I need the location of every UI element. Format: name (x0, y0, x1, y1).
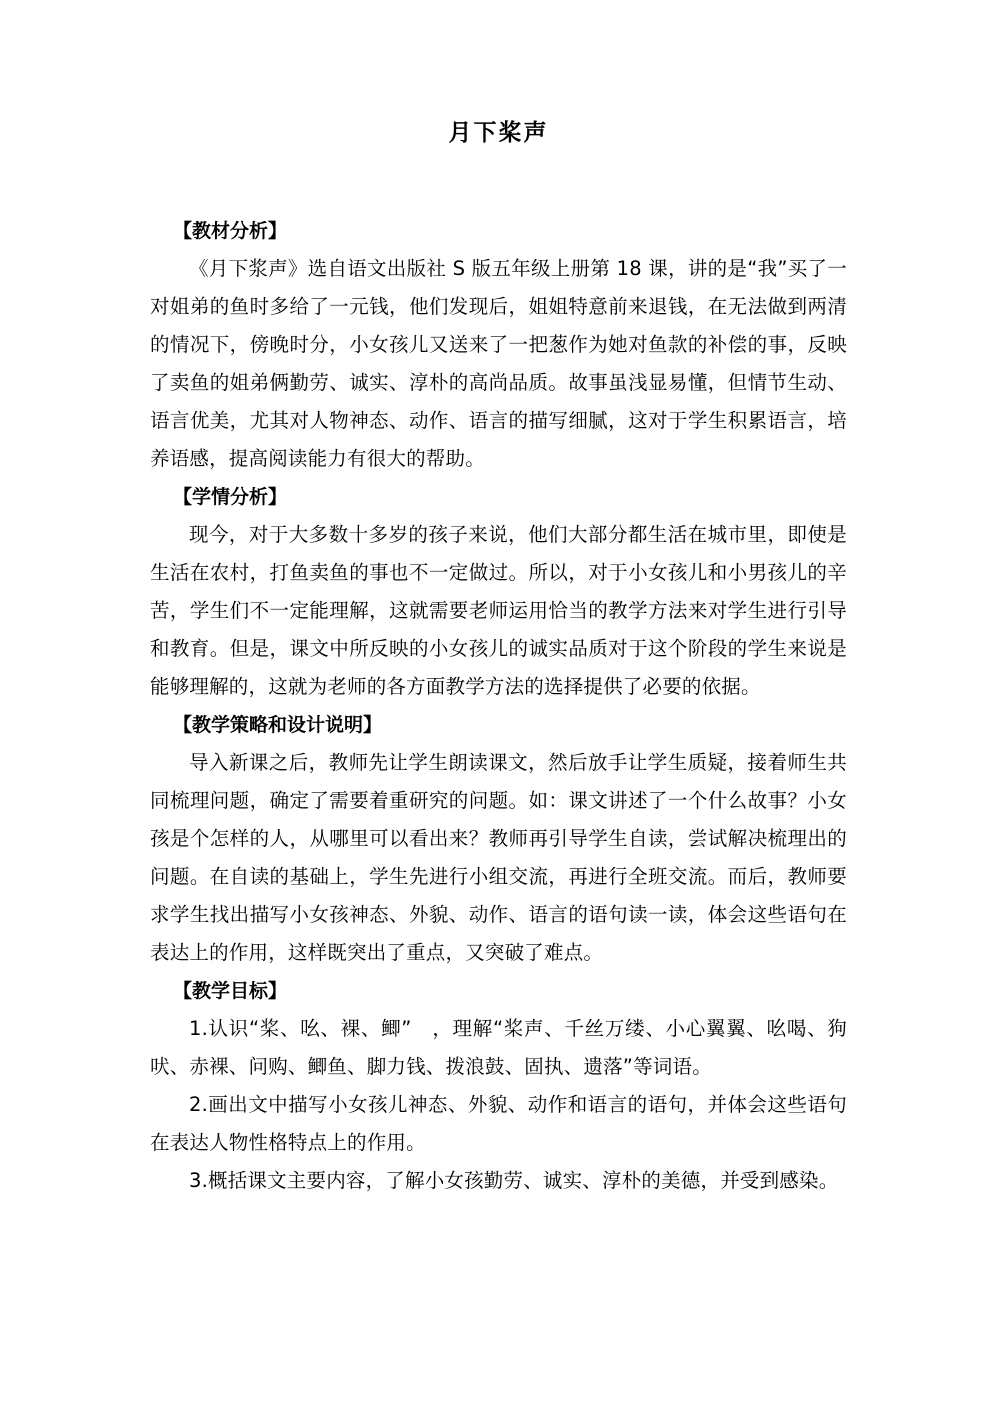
section-heading: 【教学策略和设计说明】 (173, 714, 383, 736)
title-spacer (150, 150, 847, 212)
page-title: 月下桨声 (448, 119, 549, 146)
section-teaching-objectives (150, 972, 847, 1200)
paragraph: 《月下浆声》选自语文出版社 S 版五年级上册第 18 课，讲的是“我”买了一对姐弟的鱼时多给了一元钱，他们发现后，姐姐特意前来退钱，在无法做到两清的情况下，傍晚时分，小女孩儿又送来了一把葱作为她对鱼款的补偿的事，反映了卖鱼的姐弟俩勤劳、诚实、淳朴的高尚品质。故事虽浅显易懂，但情节生动、语言优美，尤其对人物神态、动作、语言的描写细腻，这对于学生积累语言，培养语感，提高阅读能力有很大的帮助。 (150, 257, 847, 470)
section-teaching-strategy-and-design (150, 706, 847, 972)
section-heading: 【学情分析】 (173, 486, 288, 508)
paragraph: 2.画出文中描写小女孩儿神态、外貌、动作和语言的语句，并体会这些语句在表达人物性格特点上的作用。 (150, 1093, 847, 1154)
paragraph: 3.概括课文主要内容，了解小女孩勤劳、诚实、淳朴的美德，并受到感染。 (189, 1169, 839, 1192)
section-heading: 【教学目标】 (173, 980, 288, 1002)
section-heading: 【教材分析】 (173, 220, 288, 242)
document-body (150, 0, 847, 1200)
paragraph: 现今，对于大多数十多岁的孩子来说，他们大部分都生活在城市里，即使是生活在农村，打鱼卖鱼的事也不一定做过。所以，对于小女孩儿和小男孩儿的辛苦，学生们不一定能理解，这就需要老师运用恰当的教学方法来对学生进行引导和教育。但是，课文中所反映的小女孩儿的诚实品质对于这个阶段的学生来说是能够理解的，这就为老师的各方面教学方法的选择提供了必要的依据。 (150, 523, 847, 698)
paragraph: 1.认识“桨、吆、裸、鲫” ，理解“桨声、千丝万缕、小心翼翼、吆喝、狗 吠、赤裸、问购、鲫鱼、脚力钱、拨浪鼓、固执、遗落”等词语。 (150, 1017, 847, 1078)
paragraph: 导入新课之后，教师先让学生朗读课文，然后放手让学生质疑，接着师生共同梳理问题，确定了需要着重研究的问题。如：课文讲述了一个什么故事？小女孩是个怎样的人，从哪里可以看出来？教师再引导学生自读，尝试解决梳理出的问题。在自读的基础上，学生先进行小组交流，再进行全班交流。而后，教师要求学生找出描写小女孩神态、外貌、动作、语言的语句读一读，体会这些语句在表达上的作用，这样既突出了重点，又突破了难点。 (150, 751, 847, 964)
section-teaching-material-analysis (150, 212, 847, 478)
section-student-situation-analysis (150, 478, 847, 706)
